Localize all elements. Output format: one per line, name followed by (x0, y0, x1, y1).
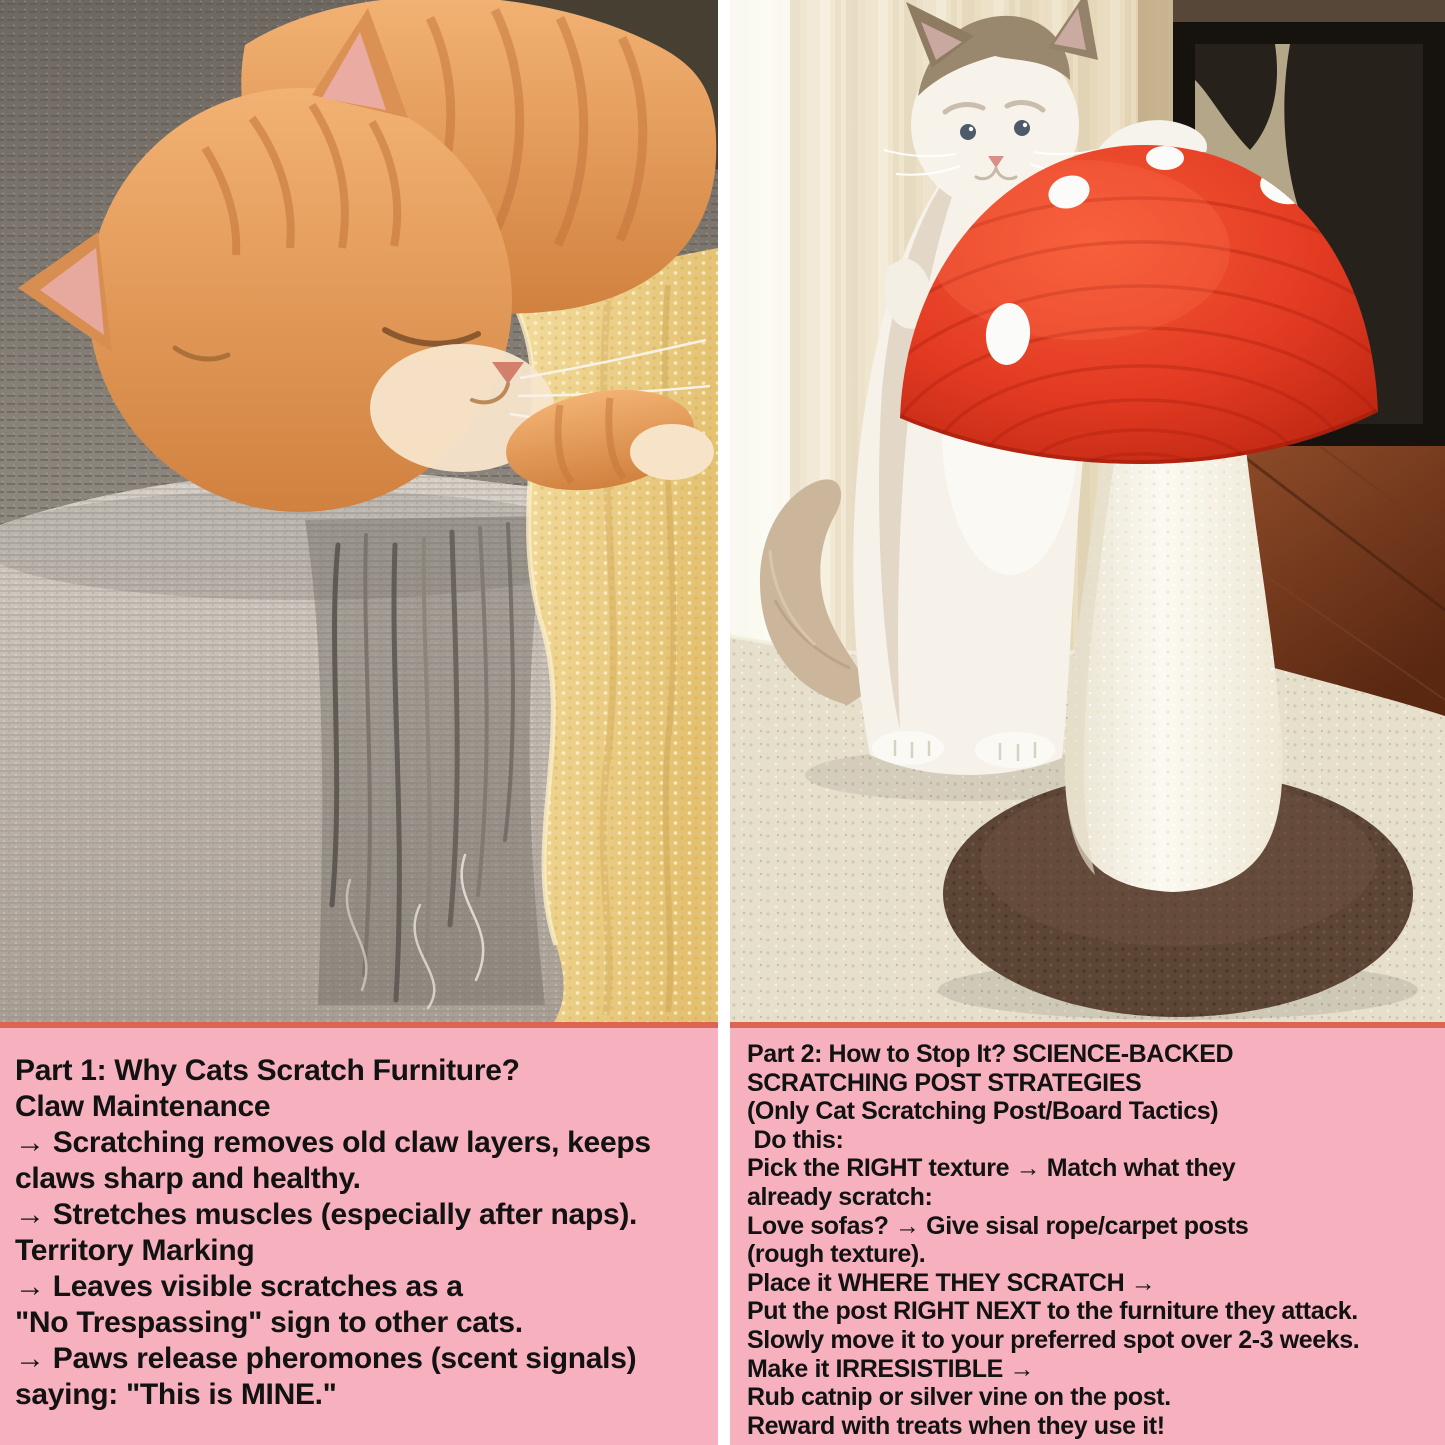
text-line: (rough texture). (747, 1240, 926, 1269)
text-line: Put the post RIGHT NEXT to the furniture they attack. (747, 1297, 1358, 1326)
photo-right-cat-with-mushroom-scratching-post (730, 0, 1445, 1022)
cat-hind-paw (975, 732, 1055, 768)
photo-left-sleeping-cat-scratched-couch (0, 0, 718, 1022)
text-line: Rub catnip or silver vine on the post. (747, 1383, 1171, 1412)
right-column (730, 0, 1445, 1445)
text-line: saying: "This is MINE." (15, 1378, 337, 1411)
text-line: Place it WHERE THEY SCRATCH → (747, 1268, 1156, 1297)
right-photo-illustration (730, 0, 1445, 1022)
text-line: Claw Maintenance (15, 1090, 271, 1123)
text-line: Slowly move it to your preferred spot over 2-3 weeks. (747, 1325, 1360, 1354)
text-line: → Stretches muscles (especially after naps). (15, 1198, 638, 1231)
text-line: (Only Cat Scratching Post/Board Tactics) (747, 1097, 1219, 1126)
text-line: Do this: (747, 1125, 844, 1154)
frayed-scratched-fabric (305, 516, 548, 1008)
part1-text-block (0, 1028, 718, 1445)
text-line: Pick the RIGHT texture → Match what they (747, 1154, 1236, 1183)
text-line: Part 2: How to Stop It? SCIENCE-BACKED (747, 1040, 1234, 1068)
text-line: Reward with treats when they use it! (747, 1411, 1165, 1440)
text-line: → Paws release pheromones (scent signals) (15, 1342, 637, 1375)
vertical-divider (718, 0, 730, 1445)
text-line: already scratch: (747, 1182, 933, 1211)
left-photo-illustration (0, 0, 718, 1022)
text-line: Territory Marking (15, 1234, 255, 1267)
text-line: Part 1: Why Cats Scratch Furniture? (15, 1054, 520, 1087)
text-line: Make it IRRESISTIBLE → (747, 1354, 1035, 1383)
post-stem (1065, 440, 1283, 892)
left-column (0, 0, 718, 1445)
text-line: "No Trespassing" sign to other cats. (15, 1306, 523, 1339)
text-line: SCRATCHING POST STRATEGIES (747, 1068, 1142, 1097)
text-line: claws sharp and healthy. (15, 1162, 361, 1195)
text-line: → Scratching removes old claw layers, keeps (15, 1126, 651, 1159)
text-line: → Leaves visible scratches as a (15, 1270, 463, 1303)
cat-hind-paw (872, 731, 944, 765)
part2-text-block (730, 1028, 1445, 1445)
text-line: Love sofas? → Give sisal rope/carpet posts (747, 1211, 1249, 1240)
